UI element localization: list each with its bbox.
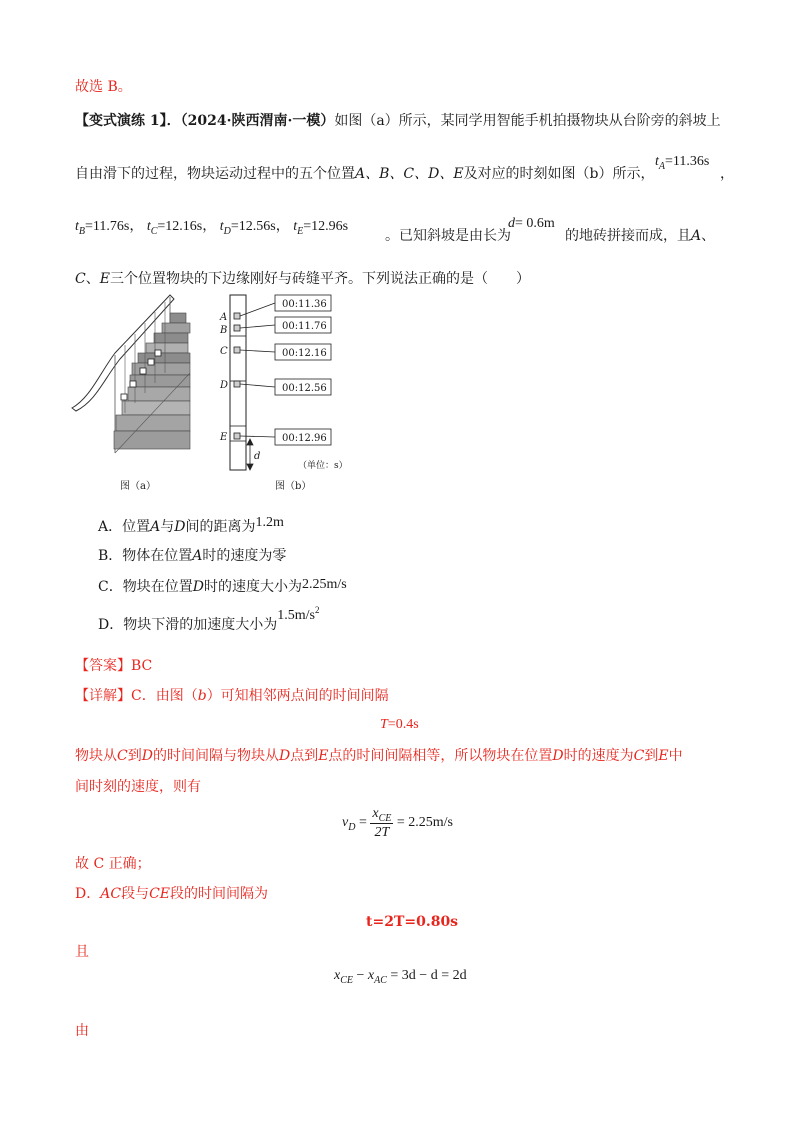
option-text: C．物块在位置 [98,579,193,595]
t-symbol: t [655,154,659,169]
option-text: 与 [160,519,175,535]
option-text: 间的距离为 [185,519,256,535]
and-label: 且 [75,944,89,960]
detail-text: 点的时间间隔相等，所以物块在位置 [328,748,553,764]
question-tag: 【变式演练 1】．（2024·陕西渭南·一模） [75,113,335,129]
question-line-3-mid: 。已知斜坡是由长为 [385,228,511,244]
detail-text: 段的时间间隔为 [170,886,268,902]
position-label: E [318,748,329,764]
segment-label: AC [100,886,122,902]
t-symbol: t [146,219,151,234]
x-subscript: AC [374,975,387,986]
comma: ， [720,166,734,182]
detail-text: C．由图（ [131,688,198,704]
figure-a-stairs [72,295,190,453]
detail-text: 点到 [290,748,319,764]
detail-text: 时的速度为 [563,748,634,764]
position-label: A [150,519,161,535]
position-label: D [141,748,153,764]
t-subscript: C [150,226,158,237]
d-value [508,216,555,232]
question-text: 及对应的时刻如图（b）所示， [463,166,655,182]
t-value: =12.96s [303,219,349,234]
c-correct: 故 C 正确； [75,856,151,872]
detail-text: b [197,688,207,704]
option-b [98,545,286,565]
t-subscript: B [78,226,85,237]
equation-tail: = 3d − d = 2d [386,968,467,983]
period-equation: T=0.4s [380,717,419,732]
question-line-4: C、E三个位置物块的下边缘刚好与砖缝平齐。下列说法正确的是（ ） [75,271,530,287]
label-E: E [220,432,228,443]
time-equation: t=2T=0.80s [366,914,459,930]
detail-text: 到 [644,748,659,764]
block-B [234,325,240,331]
block-C [234,347,240,353]
t-symbol: t [219,219,224,234]
position-label: C [75,271,86,287]
t-value: =11.36s [665,154,710,169]
unit-label: （单位：s） [298,461,348,471]
displacement-equation [334,968,467,984]
position-label: D [278,748,291,764]
option-text: A．位置 [98,519,151,535]
d-symbol: d [508,216,515,231]
question-line-1 [75,110,721,130]
option-d [98,605,320,634]
question-line-2 [75,163,655,183]
time-label-D: 00:12.56 [282,383,327,394]
option-value: 2.25m/s [301,577,347,592]
t-symbol: t [293,219,298,234]
detail-paragraph-2: 间时刻的速度，则有 [75,779,201,795]
fraction-denominator: 2T [374,825,390,840]
question-line-3: $t_B=11.76s$， $t_C=12.16s$， $t_D=12.56s$， $t_E=12.96s$ [75,219,349,237]
time-tA [655,154,709,170]
option-text: 时的速度大小为 [203,579,302,595]
fraction-numerator: x [372,806,379,821]
fraction [370,805,393,841]
label-B: B [220,325,228,336]
detail-text: 到 [127,748,142,764]
question-text: 的地砖拼接而成，且 [565,228,691,244]
detail-paragraph-1 [75,745,683,765]
position-label: E [658,748,669,764]
option-superscript: 2 [314,605,320,615]
t-value: =12.56s [230,219,276,234]
option-a [98,516,284,536]
position-label: E [99,271,110,287]
segment-label: CE [149,886,170,902]
caption-b: 图（b） [275,481,312,492]
position-label: C [633,748,645,764]
t-subscript: A [658,161,665,172]
v-symbol: v [342,815,349,831]
question-line-3-tail: 的地砖拼接而成，且A、 [565,228,716,244]
detail-label: 【详解】 [75,688,131,704]
x-symbol: x [334,968,341,983]
x-symbol: x [367,968,375,983]
block-E [234,433,240,439]
time-label-B: 00:11.76 [282,321,327,332]
option-c [98,576,347,596]
question-text: 三个位置物块的下边缘刚好与砖缝平齐。下列说法正确的是（ ） [109,271,530,287]
position-label: A [691,228,702,244]
t-subscript: E [297,226,304,237]
label-D: D [220,380,229,391]
detail-text: 段与 [121,886,150,902]
caption-a: 图（a） [120,481,156,492]
option-value: 1.2m [255,515,284,530]
velocity-equation: $v_D$ = $\frac{x_{CE}}{2T}$ = 2.25m/s [342,806,453,840]
label-A: A [220,312,228,323]
position-label: D [192,579,204,595]
detail-text: 的时间间隔与物块从 [152,748,279,764]
figure-b-strip [219,295,348,471]
option-value: 1.5m/s [277,608,315,623]
t-value: =12.16s [157,219,203,234]
figure [70,293,370,493]
d-line [75,883,268,903]
v-subscript: D [348,822,356,834]
label-C: C [220,346,228,357]
t-value: =11.76s [85,219,130,234]
detail-line-1 [75,685,389,705]
question-text: 自由滑下的过程，物块运动过程中的五个位置 [75,166,355,182]
detail-text: 中 [668,748,683,764]
answer-label: 【答案】BC [75,658,153,674]
detail-text: D． [75,886,101,902]
detail-text: 物块从 [75,748,117,764]
position-label: A [192,548,203,564]
option-text: 时的速度为零 [202,548,287,564]
position-label: C [117,748,128,764]
option-text: B．物体在位置 [98,548,193,564]
block-A [234,313,240,319]
x-subscript: CE [340,975,353,986]
position-label: D [174,519,186,535]
option-text: D．物块下滑的加速度大小为 [98,617,278,633]
time-label-E: 00:12.96 [282,433,327,444]
from-label: 由 [75,1023,89,1039]
question-intro: 如图（a）所示，某同学用智能手机拍摄物块从台阶旁的斜坡上 [334,113,721,129]
t-subscript: D [223,226,231,237]
t-symbol: t [75,219,79,234]
fraction-numerator-sub: CE [378,813,392,824]
detail-text: ）可知相邻两点间的时间间隔 [206,688,389,704]
block-D [234,381,240,387]
velocity-value: = 2.25m/s [396,815,453,831]
minus-sign: − [353,968,368,983]
positions-label: A、B、C、D、E [355,166,464,182]
previous-answer: 故选 B。 [75,79,132,95]
d-label: d [254,451,261,462]
position-label: D [552,748,564,764]
time-label-C: 00:12.16 [282,348,327,359]
d-number: = 0.6m [515,216,555,231]
time-label-A: 00:11.36 [282,299,327,310]
